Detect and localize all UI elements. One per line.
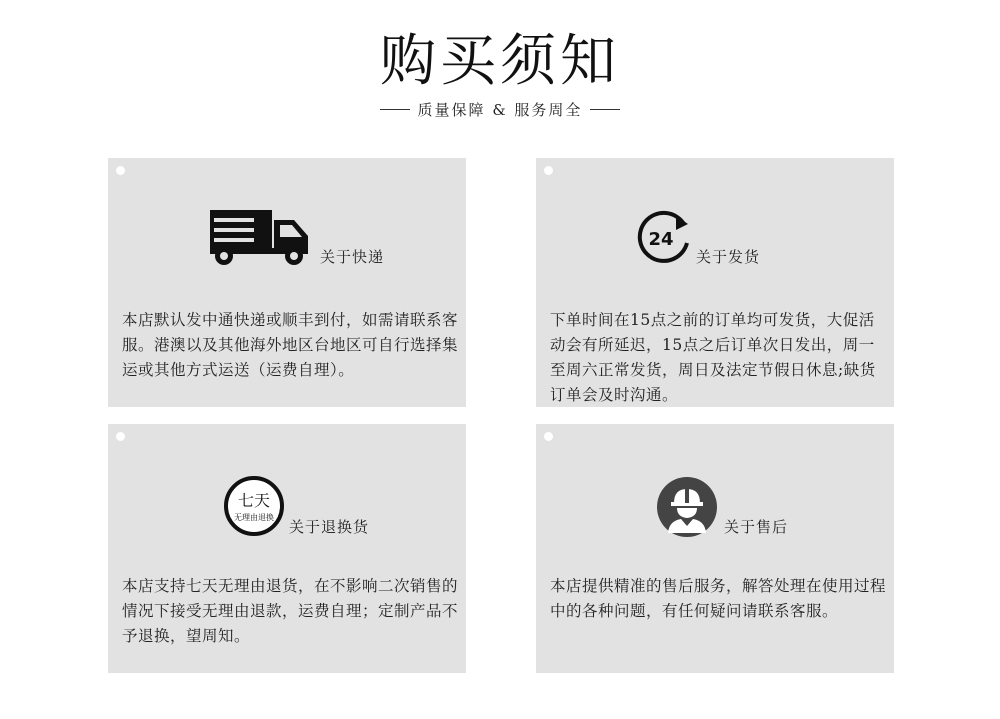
card-heading: 关于售后 [724, 518, 789, 536]
24-hours-icon [634, 210, 692, 272]
card-body: 本店提供精准的售后服务，解答处理在使用过程中的各种问题，有任何疑问请联系客服。 [550, 577, 887, 620]
card-dot [116, 166, 125, 175]
delivery-truck-icon [208, 208, 310, 270]
subtitle-text: 质量保障 & 服务周全 [417, 101, 583, 119]
card-heading: 关于发货 [696, 248, 761, 266]
subtitle-right-rule [590, 109, 620, 110]
card-body: 本店默认发中通快递或顺丰到付，如需请联系客服。港澳以及其他海外地区台地区可自行选择集运或其他方式运送（运费自理）。 [122, 311, 459, 379]
card-delivery [108, 158, 466, 407]
card-dot [544, 432, 553, 441]
card-heading: 关于快递 [320, 248, 385, 266]
seven-day-label: 七天 [237, 491, 271, 510]
page-subtitle [0, 99, 1000, 120]
page-title: 购买须知 [380, 29, 620, 94]
card-body: 本店支持七天无理由退货，在不影响二次销售的情况下接受无理由退款，运费自理；定制产品不予退换，望周知。 [122, 577, 459, 645]
service-worker-icon [657, 477, 717, 541]
card-dot [116, 432, 125, 441]
seven-day-return-icon [223, 475, 285, 541]
card-body: 下单时间在15点之前的订单均可发货，大促活动会有所延迟，15点之后订单次日发出，周一至周六正常发货，周日及法定节假日休息;缺货订单会及时沟通。 [550, 311, 876, 404]
24-hours-label: 24 [648, 229, 674, 250]
card-returns [108, 424, 466, 673]
subtitle-left-rule [380, 109, 410, 110]
card-after-sales [536, 424, 894, 673]
no-reason-return-label: 无理由退换 [234, 513, 274, 522]
card-shipping [536, 158, 894, 407]
card-dot [544, 166, 553, 175]
card-heading: 关于退换货 [289, 518, 370, 536]
